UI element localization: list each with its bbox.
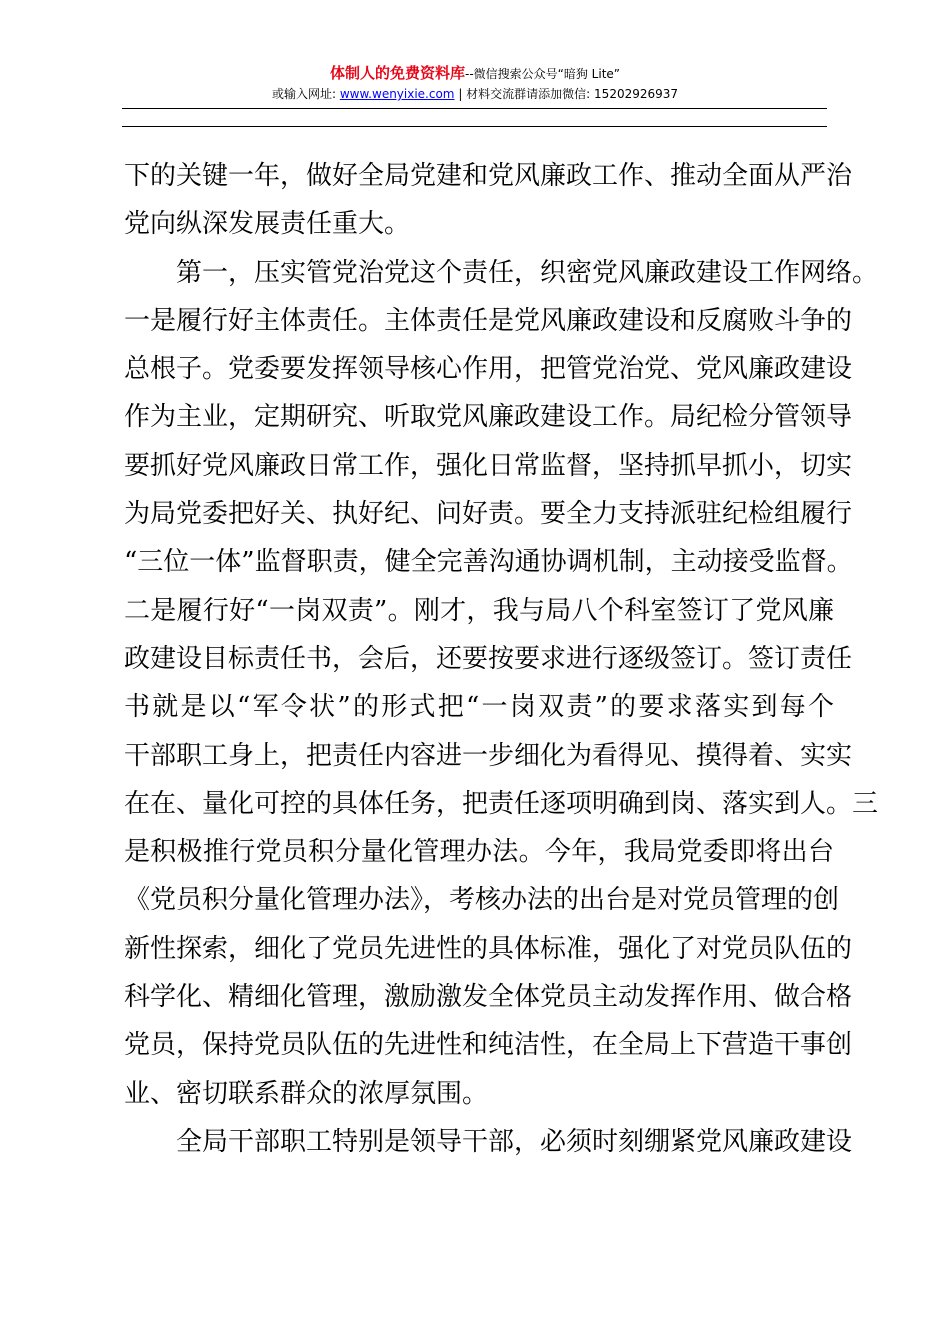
text-line: 书就是以“军令状”的形式把“一岗双责”的要求落实到每个 bbox=[124, 692, 834, 723]
brand-title: 体制人的免费资料库 bbox=[329, 64, 465, 82]
text-line: 《党员积分量化管理办法》，考核办法的出台是对党员管理的创 bbox=[124, 885, 840, 916]
header-line-2 bbox=[0, 85, 950, 103]
header-divider-top bbox=[122, 108, 827, 109]
text-line: 业、密切联系群众的浓厚氛围。 bbox=[124, 1078, 489, 1109]
page-header bbox=[0, 64, 950, 103]
header-divider-bottom bbox=[122, 126, 827, 127]
website-link[interactable]: www.wenyixie.com bbox=[339, 87, 455, 101]
text-line: 是积极推行党员积分量化管理办法。今年，我局党委即将出台 bbox=[124, 837, 834, 868]
text-line: 要抓好党风廉政日常工作，强化日常监督，坚持抓早抓小，切实 bbox=[124, 450, 853, 481]
text-line: 干部职工身上，把责任内容进一步细化为看得见、摸得着、实实 bbox=[124, 740, 853, 771]
text-line: 总根子。党委要发挥领导核心作用，把管党治党、党风廉政建设 bbox=[124, 354, 853, 385]
text-line: 下的关键一年，做好全局党建和党风廉政工作、推动全面从严治 bbox=[124, 161, 853, 191]
text-line: 科学化、精细化管理，激励激发全体党员主动发挥作用、做合格 bbox=[124, 982, 853, 1013]
url-prefix: 或输入网址: bbox=[271, 87, 337, 101]
brand-suffix: --微信搜索公众号“暗狗 Lite” bbox=[464, 67, 621, 81]
text-line: 党员，保持党员队伍的先进性和纯洁性，在全局上下营造干事创 bbox=[124, 1030, 853, 1061]
header-line-1 bbox=[0, 64, 950, 84]
url-suffix: | 材料交流群请添加微信: 15202926937 bbox=[458, 87, 679, 101]
text-line: “三位一体”监督职责，健全完善沟通协调机制，主动接受监督。 bbox=[124, 547, 853, 578]
text-line: 党向纵深发展责任重大。 bbox=[124, 209, 411, 240]
text-line: 为局党委把好关、执好纪、问好责。要全力支持派驻纪检组履行 bbox=[124, 499, 853, 530]
text-line: 作为主业，定期研究、听取党风廉政建设工作。局纪检分管领导 bbox=[124, 402, 853, 433]
text-line: 政建设目标责任书，会后，还要按要求进行逐级签订。签订责任 bbox=[124, 643, 853, 674]
text-line: 全局干部职工特别是领导干部，必须时刻绷紧党风廉政建设 bbox=[176, 1126, 853, 1157]
text-line: 二是履行好“一岗双责”。刚才，我与局八个科室签订了党风廉 bbox=[124, 595, 834, 626]
body-text bbox=[124, 152, 879, 1166]
text-line: 在在、量化可控的具体任务，把责任逐项明确到岗、落实到人。三 bbox=[124, 788, 879, 819]
text-line: 新性探索，细化了党员先进性的具体标准，强化了对党员队伍的 bbox=[124, 933, 853, 964]
text-line: 一是履行好主体责任。主体责任是党风廉政建设和反腐败斗争的 bbox=[124, 305, 853, 336]
text-line: 第一，压实管党治党这个责任，织密党风廉政建设工作网络。 bbox=[176, 257, 879, 288]
